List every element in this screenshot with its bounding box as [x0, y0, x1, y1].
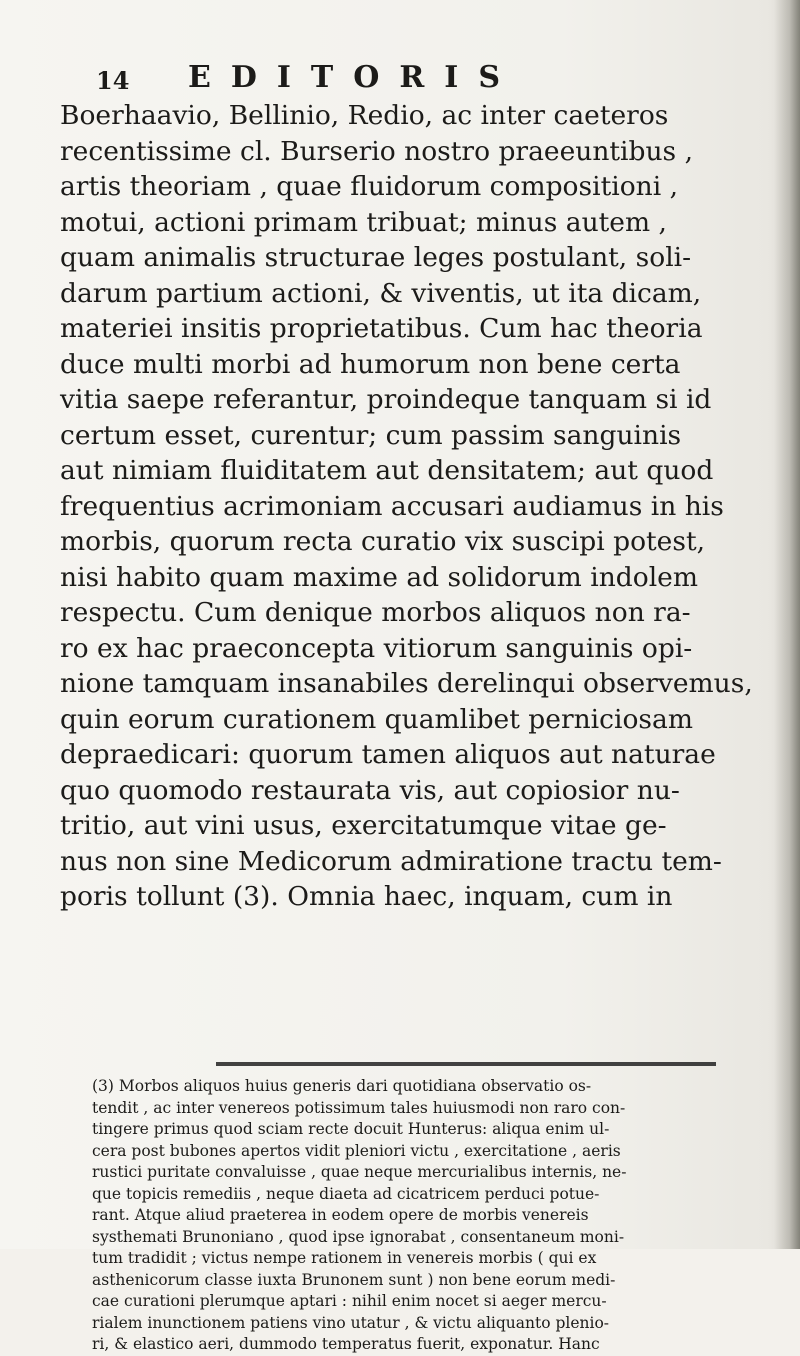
body-line: ro ex hac praeconcepta vitiorum sanguinis opi-	[60, 632, 693, 664]
body-line: nione tamquam insanabiles derelinqui observemus,	[60, 668, 753, 699]
body-line: materiei insitis proprietatibus. Cum hac theoria	[60, 313, 703, 344]
footnote-line: (3) Morbos aliquos huius generis dari quotidiana observatio os-	[92, 1077, 592, 1095]
body-line: respectu. Cum denique morbos aliquos non ra-	[60, 597, 691, 628]
footnote-line: rialem inunctionem patiens vino utatur , & victu aliquanto plenio-	[92, 1313, 610, 1332]
footnote-line: que topicis remediis , neque diaeta ad cicatricem perduci potue-	[92, 1184, 600, 1203]
body-line: recentissime cl. Burserio nostro praeeuntibus ,	[60, 135, 693, 167]
footnote-line: cae curationi plerumque aptari : nihil enim nocet si aeger mercu-	[92, 1292, 607, 1310]
body-line: morbis, quorum recta curatio vix suscipi potest,	[60, 526, 706, 557]
footnote-line: tingere primus quod sciam recte docuit Hunterus: aliqua enim ul-	[92, 1120, 610, 1138]
footnote-divider	[216, 1062, 716, 1066]
body-line: duce multi morbi ad humorum non bene certa	[60, 348, 681, 380]
footnote-line: tendit , ac inter venereos potissimum tales huiusmodi non raro con-	[92, 1098, 626, 1117]
footnote-line: rant. Atque aliud praeterea in eodem opere de morbis venereis	[92, 1206, 589, 1224]
body-line: aut nimiam fluiditatem aut densitatem; aut quod	[60, 455, 714, 486]
page-edge-shadow	[774, 0, 800, 1249]
body-line: depraedicari: quorum tamen aliquos aut naturae	[60, 739, 716, 770]
body-line: nus non sine Medicorum admiratione tractu tem-	[60, 845, 722, 877]
body-line: tritio, aut vini usus, exercitatumque vitae ge-	[60, 810, 667, 841]
page-header	[96, 60, 606, 100]
body-line: frequentius acrimoniam accusari audiamus in his	[60, 490, 724, 522]
page-number: 14	[96, 66, 130, 95]
footnote-line: ri, & elastico aeri, dummodo temperatus fuerit, exponatur. Hanc	[92, 1335, 600, 1353]
body-line: quam animalis structurae leges postulant, soli-	[60, 242, 692, 273]
body-text	[60, 98, 753, 915]
body-line: darum partium actioni, & viventis, ut ita dicam,	[60, 277, 702, 309]
body-line: artis theoriam , quae fluidorum compositioni ,	[60, 171, 679, 202]
footnote-line: systhemati Brunoniano , quod ipse ignorabat , consentaneum moni-	[92, 1227, 625, 1246]
body-line: nisi habito quam maxime ad solidorum indolem	[60, 561, 698, 593]
body-line: quin eorum curationem quamlibet perniciosam	[60, 703, 693, 735]
footnote-line: tum tradidit ; victus nempe rationem in venereis morbis ( qui ex	[92, 1249, 597, 1267]
footnote-line: rustici puritate convaluisse , quae neque mercurialibus internis, ne-	[92, 1163, 627, 1181]
body-line: quo quomodo restaurata vis, aut copiosior nu-	[60, 774, 680, 806]
footnote-line: asthenicorum classe iuxta Brunonem sunt ) non bene eorum medi-	[92, 1270, 616, 1289]
body-line: vitia saepe referantur, proindeque tanquam si id	[60, 384, 712, 415]
body-line: certum esset, curentur; cum passim sanguinis	[60, 419, 682, 451]
footnote	[92, 1076, 722, 1356]
body-line: poris tollunt (3). Omnia haec, inquam, cum in	[60, 881, 673, 912]
body-line: Boerhaavio, Bellinio, Redio, ac inter caeteros	[60, 100, 669, 131]
body-line: motui, actioni primam tribuat; minus autem ,	[60, 206, 667, 238]
footnote-line: cera post bubones apertos vidit pleniori victu , exercitatione , aeris	[92, 1141, 621, 1160]
running-title: EDITORIS	[188, 60, 521, 95]
